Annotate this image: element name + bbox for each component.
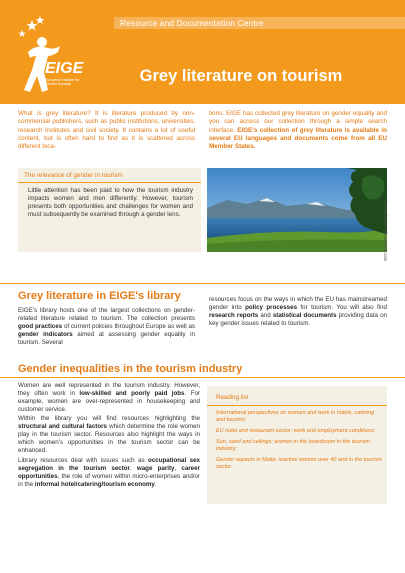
reading-list-title: Reading list [216,394,249,401]
library-right-text-4: providing data on key gender issues related to tourism. [209,312,387,328]
ineq-p1-text-1: Women are well represented in the tourism industry. However, they often work in [18,382,200,398]
library-right-bold-3: statistical documents [272,312,337,320]
library-right-bold-2: research reports [209,312,259,320]
ineq-p2-text-1: Within the library you will find resources highlighting the [18,415,200,422]
reading-list-item: EU hotel and restaurant sector: work and employment conditions; [216,427,376,434]
ineq-p3-bold-3: career opportunities [18,465,200,481]
lake-landscape-image [207,168,387,252]
logo-wordmark: EIGE [45,60,84,77]
ineq-p3-text-5: . [154,481,157,489]
inequalities-heading: Gender inequalities in the tourism industry [18,363,243,375]
photo-credit: © M.Bellavitis / Shutterstock.com [383,200,388,262]
intro-right-bold: EIGE's collection of grey literature is available in several EU languages and documents come from all EU Member States. [209,126,387,151]
ineq-p3-text-2: , [129,465,137,473]
library-right-text-3: and [258,312,273,320]
centre-label-strip [114,17,405,29]
reading-list-item: Sun, sand and ceilings: women in the boardroom in the tourism industry; [216,438,370,452]
intro-right-plain: tions. EIGE has collected grey literature on gender equality and you can access our collection through a simple search interface. [209,110,387,134]
library-divider [0,283,405,284]
intro-text-right [209,110,387,151]
intro-text-left: What is grey literature? It is literature produced by non-commercial publishers, such as public institutions, universities, research institutes and civil society. It contains a lot of useful content, but is often hard to find as it is scattered across different loca- [18,110,195,151]
header-banner [0,0,405,104]
reading-list-box [207,386,387,504]
inequalities-divider [0,377,405,378]
library-left-text-1: EIGE's library hosts one of the largest collections on gender-related literature related to tourism. The collection presents [18,307,195,323]
ineq-p3-bold-4: informal hotel/catering/tourism economy [34,481,155,489]
centre-label: Resource and Documentation Centre [120,18,264,28]
reading-list [216,410,382,474]
inequalities-paragraph-3 [18,457,200,489]
ineq-p2-bold-1: structural and cultural factors [18,423,107,431]
relevance-text: Little attention has been paid to how the tourism industry impacts women and men differently. However, tourism presents both opportunities and challenges for women and must subsequently be examined through a gender lens. [28,187,193,218]
library-text-right [209,296,387,328]
reading-list-item: International perspectives on women and work in hotels, catering and tourism; [216,410,375,424]
reading-list-item: Gender aspects in Malta: inactive women over 40 and in the tourism sector. [216,456,382,470]
ineq-p2-text-2: which determine the role women play in the tourism sector. Resources also highlight the ways in which women's opportunities in the tourism sector can be enhanced. [18,423,200,455]
relevance-divider [18,182,201,183]
ineq-p3-text-4: , the role of women within micro-enterprises and/or in the [18,473,200,489]
library-heading: Grey literature in EIGE's library [18,290,181,302]
ineq-p3-bold-1: occupational sex segregation in the tourism sector [18,457,200,473]
ineq-p3-bold-2: wage parity [136,465,175,473]
page-title: Grey literature on tourism [139,67,343,85]
library-right-bold-1: policy processes [245,304,298,312]
inequalities-paragraph-1 [18,382,200,414]
library-text-left [18,307,195,347]
reading-list-divider [207,405,387,406]
library-right-text-2: for tourism. You will also find [297,304,388,312]
library-right-text-1: resources focus on the ways in which the EU has mainstreamed gender into [209,296,387,312]
lake-photo [207,168,387,252]
library-left-bold-2: gender indicators [18,331,73,339]
ineq-p1-text-2: . For example, women are over-represented in housekeeping and customer service. [18,390,201,414]
library-left-text-3: aimed at assessing gender equality in tourism. Several [18,331,195,347]
ineq-p1-bold-1: low-skilled and poorly paid jobs [79,390,185,398]
library-left-bold-1: good practices [18,323,63,331]
ineq-p3-text-3: , [174,465,182,473]
relevance-box [18,168,201,252]
library-left-text-2: of current policies throughout Europe as well as [62,323,196,331]
inequalities-paragraph-2 [18,415,200,455]
ineq-p3-text-1: Library resources deal with issues such as [18,457,149,464]
logo-subtitle: European Institute for Gender Equality [45,78,80,87]
relevance-title: The relevance of gender in tourism [24,172,123,179]
